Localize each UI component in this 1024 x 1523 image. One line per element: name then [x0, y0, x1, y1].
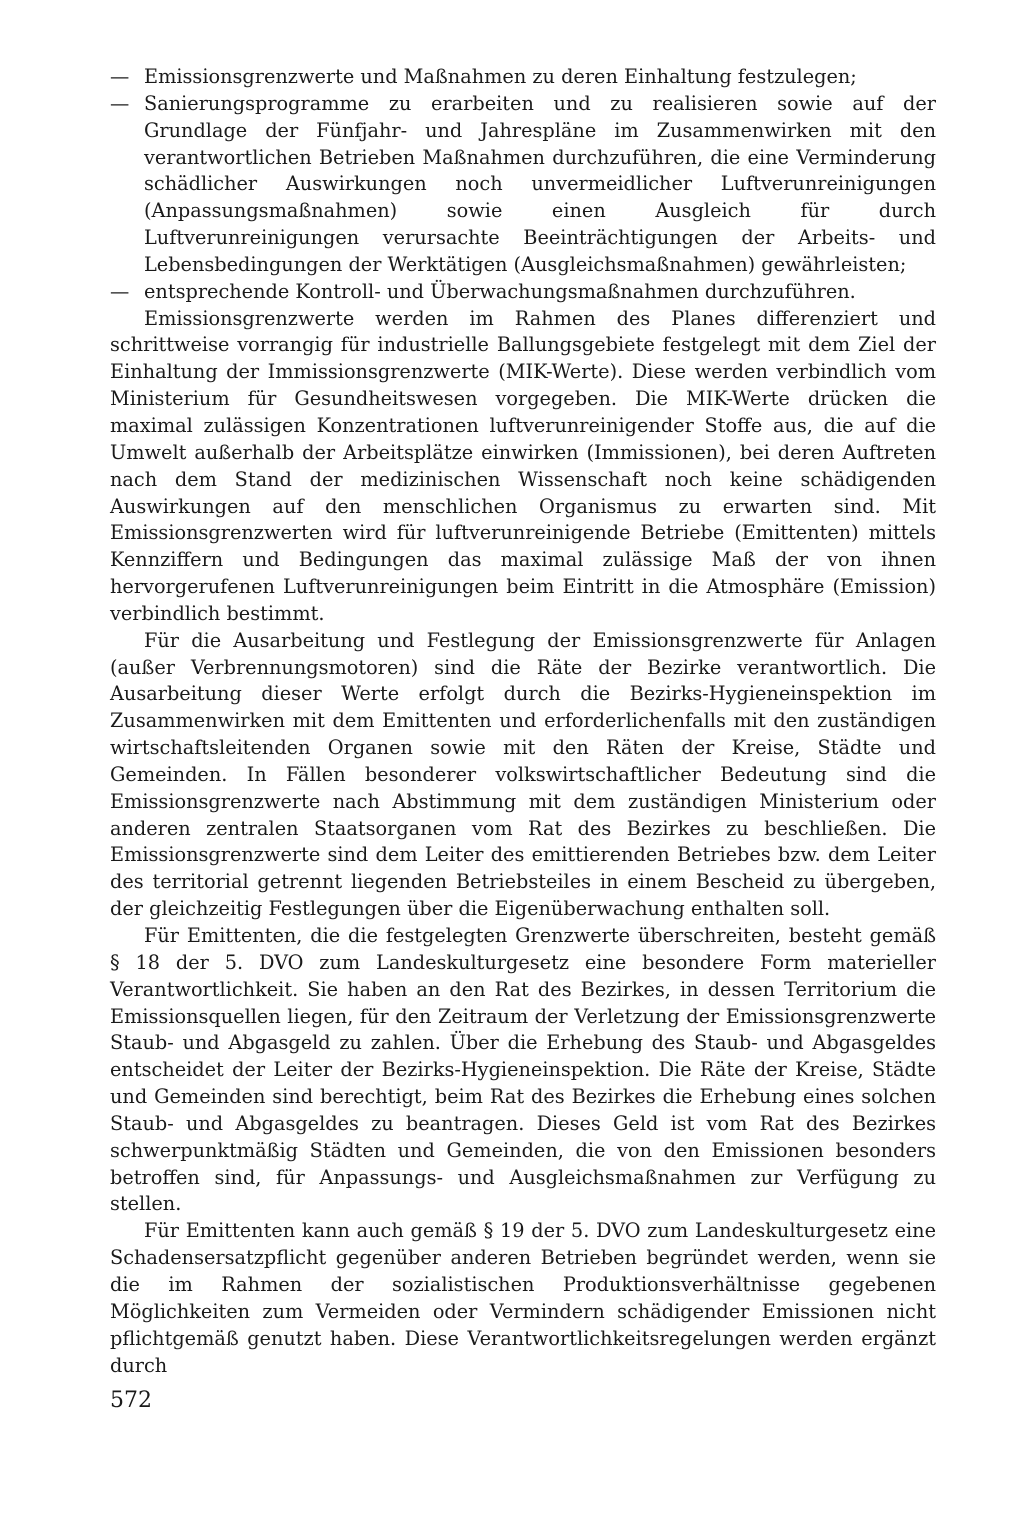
paragraph-dust-fee: Für Emittenten, die die festgelegten Grenzwerte überschreiten, besteht gemäß § 18 der 5. DVO zum Landeskulturgesetz eine besondere Form materieller Verantwortlichkeit. Sie haben an den Rat des Bezirkes, in dessen Territorium die Emissionsquellen liegen, für den Zeitraum der Verletzung der Emissionsgrenzwerte Staub- und Abgasgeld zu zahlen. Über die Erhebung des Staub- und Abgasgeldes entscheidet der Leiter der Bezirks-Hygieneinspektion. Die Räte der Kreise, Städte und Gemeinden sind berechtigt, beim Rat des Bezirkes die Erhebung eines solchen Staub- und Abgasgeldes zu beantragen. Dieses Geld ist vom Rat des Bezirkes schwerpunktmäßig Städten und Gemeinden, die von den Emissionen besonders betroffen sind, für Anpassungs- und Ausgleichsmaßnahmen zur Verfügung zu stellen. — [110, 924, 936, 1216]
paragraph-responsibility: Für die Ausarbeitung und Festlegung der Emissionsgrenzwerte für Anlagen (außer Verbrennungsmotoren) sind die Räte der Bezirke verantwortlich. Die Ausarbeitung dieser Werte erfolgt durch die Bezirks-Hygieneinspektion im Zusammenwirken mit dem Emittenten und erforderlichenfalls mit den zuständigen wirtschaftsleitenden Organen sowie mit den Räten der Kreise, Städte und Gemeinden. In Fällen besonderer volkswirtschaftlicher Bedeutung sind die Emissionsgrenzwerte nach Abstimmung mit dem zuständigen Ministerium oder anderen zentralen Staatsorganen vom Rat des Bezirkes zu beschließen. Die Emissionsgrenzwerte sind dem Leiter des emittierenden Betriebes bzw. dem Leiter des territorial getrennt liegenden Betriebsteiles in einem Bescheid zu übergeben, der gleichzeitig Festlegungen über die Eigenüberwachung enthalten soll. — [110, 628, 936, 921]
list-item — [110, 64, 936, 91]
page-number: 572 — [110, 1388, 152, 1413]
bullet-list — [110, 64, 936, 306]
list-item-text: entsprechende Kontroll- und Überwachungsmaßnahmen durchzuführen. — [144, 279, 856, 303]
dash-marker: — — [110, 279, 130, 303]
list-item — [110, 279, 936, 306]
paragraph-damages: Für Emittenten kann auch gemäß § 19 der 5. DVO zum Landeskulturgesetz eine Schadensersatzpflicht gegenüber anderen Betrieben begründet werden, wenn sie die im Rahmen der sozialistischen Produktionsverhältnisse gegebenen Möglichkeiten zum Vermeiden oder Vermindern schädigender Emissionen nicht pflichtgemäß genutzt haben. Diese Verantwortlichkeitsregelungen werden ergänzt durch — [110, 1219, 936, 1377]
body-text — [110, 64, 936, 1379]
list-item — [110, 91, 936, 279]
paragraph-emission-limits: Emissionsgrenzwerte werden im Rahmen des Planes differenziert und schrittweise vorrangig für industrielle Ballungsgebiete festgelegt mit dem Ziel der Einhaltung der Immissionsgrenzwerte (MIK-Werte). Diese werden verbindlich vom Ministerium für Gesundheitswesen vorgegeben. Die MIK-Werte drücken die maximal zulässigen Konzentrationen luftverunreinigender Stoffe aus, die auf die Umwelt außerhalb der Arbeitsplätze einwirken (Immissionen), bei deren Auftreten nach dem Stand der medizinischen Wissenschaft noch keine schädigenden Auswirkungen auf den menschlichen Organismus zu erwarten sind. Mit Emissionsgrenzwerten wird für luftverunreinigende Betriebe (Emittenten) mittels Kennziffern und Bedingungen das maximal zulässige Maß der von ihnen hervorgerufenen Luftverunreinigungen beim Eintritt in die Atmosphäre (Emission) verbindlich bestimmt. — [110, 306, 936, 625]
list-item-text: Sanierungsprogramme zu erarbeiten und zu realisieren sowie auf der Grundlage der Fünfjahr- und Jahrespläne im Zusammenwirken mit den verantwortlichen Betrieben Maßnahmen durchzuführen, die eine Verminderung schädlicher Auswirkungen noch unvermeidlicher Luftverunreinigungen (Anpassungsmaßnahmen) sowie einen Ausgleich für durch Luftverunreinigungen verursachte Beeinträchtigungen der Arbeits- und Lebensbedingungen der Werktätigen (Ausgleichsmaßnahmen) gewährleisten; — [144, 91, 936, 276]
dash-marker: — — [110, 91, 130, 115]
list-item-text: Emissionsgrenzwerte und Maßnahmen zu deren Einhaltung festzulegen; — [144, 65, 857, 88]
dash-marker: — — [110, 65, 130, 88]
